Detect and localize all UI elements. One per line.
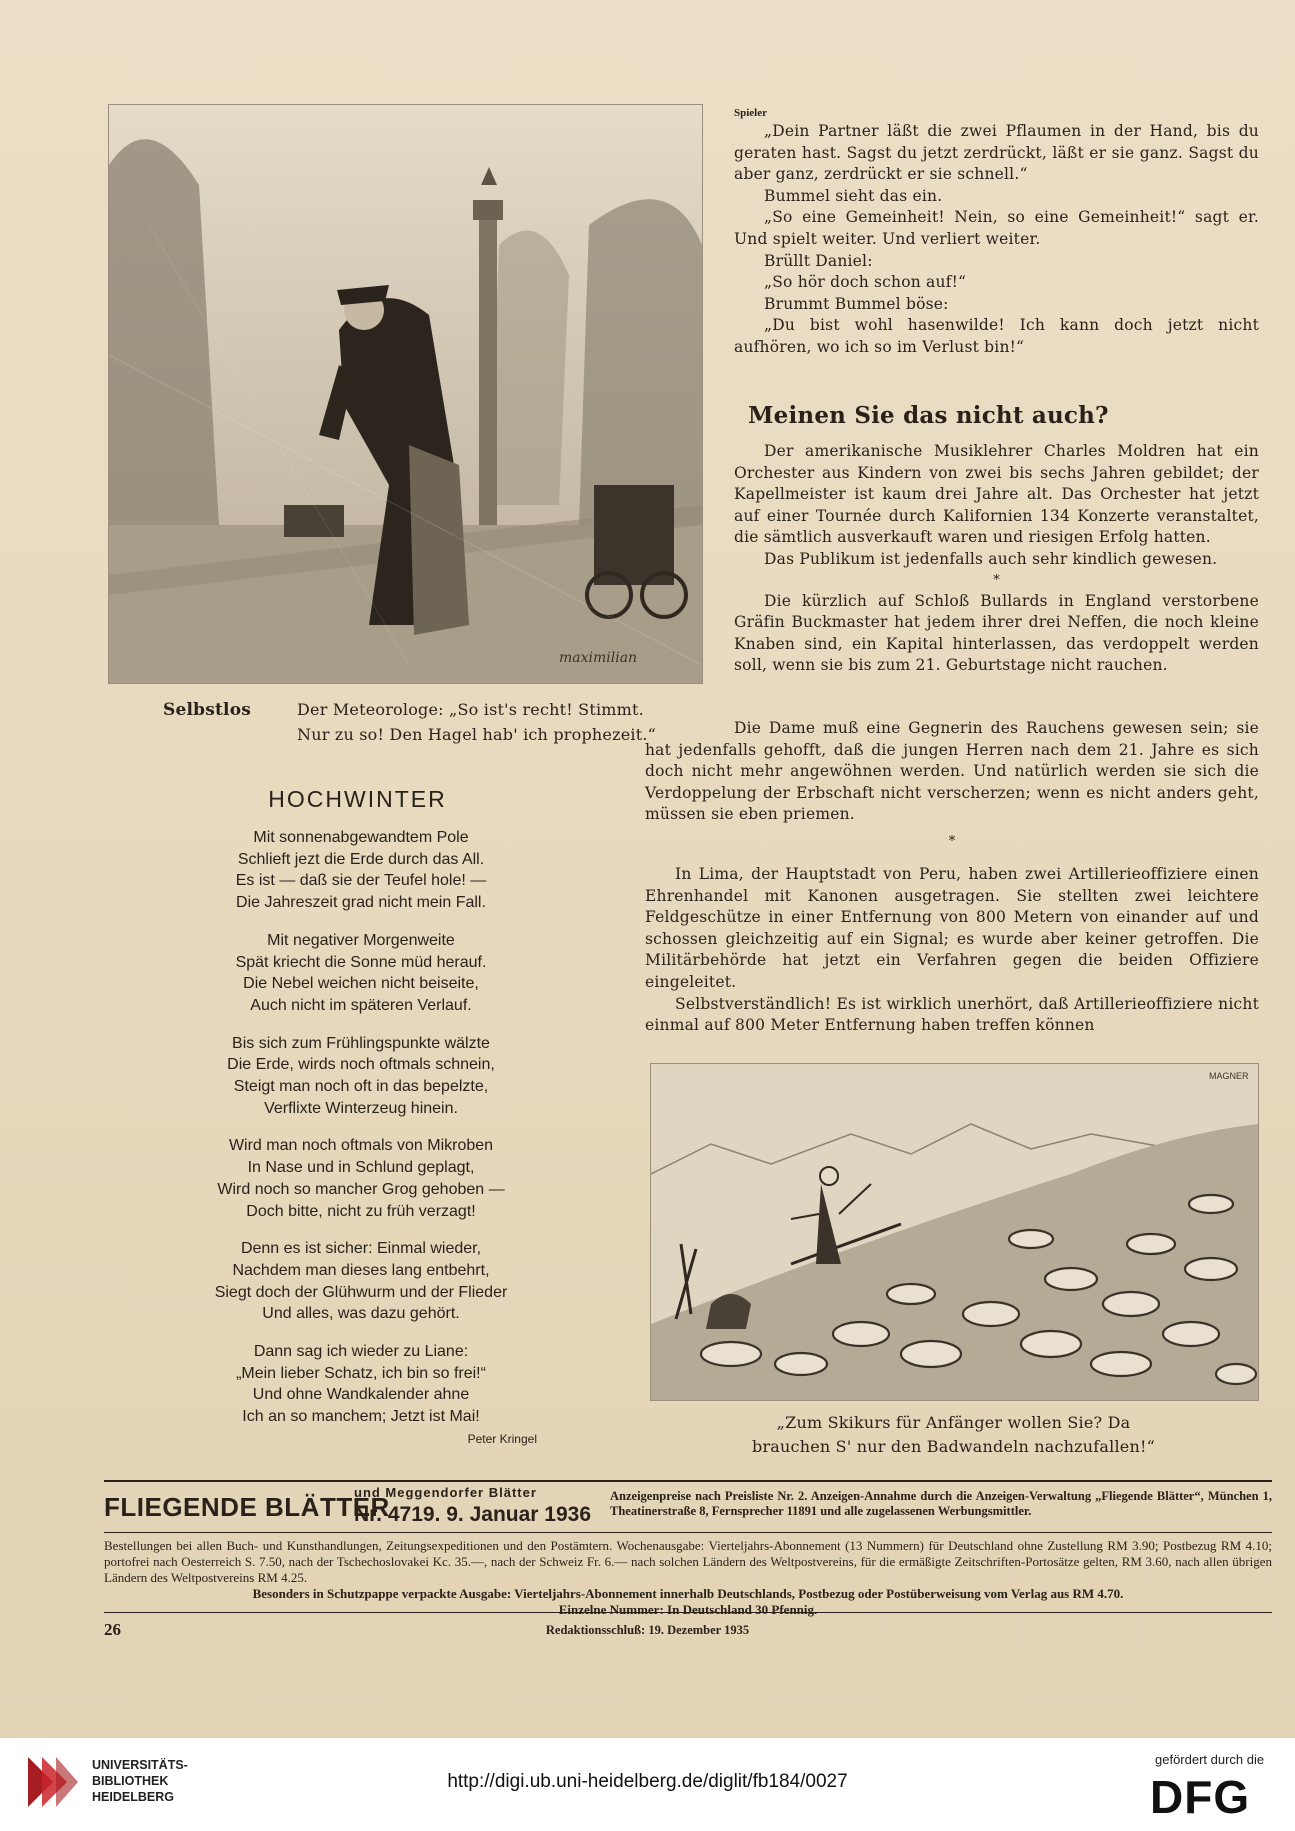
artist-signature: maximilian [559,650,638,666]
library-name-line: UNIVERSITÄTS- [92,1758,188,1772]
poem-line: Wird man noch oftmals von Mikroben [228,1137,494,1155]
poem-author: Peter Kringel [467,1431,537,1446]
poem-line: Mit negativer Morgenweite [267,931,455,949]
masthead-subtitle: und Meggendorfer Blätter [354,1485,537,1500]
poem-line: Verflixte Winterzeug hinein. [264,1099,458,1117]
dialogue-paragraph: „Du bist wohl hasenwilde! Ich kann doch jetzt nicht aufhören, wo ich so im Verlust bin!“ [734,316,1259,356]
digitization-footer [0,1738,1295,1831]
poem [175,827,547,1446]
article-paragraph: Der amerikanische Musiklehrer Charles Moldren hat ein Orchester aus Kindern von zwei bis sechs Jahren gebildet; der Kapellmeister ist kaum drei Jahre alt. Das Orchester hat jetzt auf einer Tournée durch Kalifornien 134 Konzerte veranstaltet, die sämtlich ausverkauft waren und riesigen Erfolg hatten. [734,442,1259,547]
poem-line: Siegt doch der Glühwurm und der Flieder [214,1283,508,1301]
subscription-info [104,1538,1272,1618]
poem-line: Auch nicht im späteren Verlauf. [250,996,472,1014]
poem-stanza [175,930,547,1017]
dfg-logo: DFG [1150,1771,1251,1823]
library-name-line: HEIDELBERG [92,1790,174,1804]
poem-title: HOCHWINTER [268,786,447,812]
poem-stanza [175,827,547,914]
poem-line: Dann sag ich wieder zu Liane: [253,1343,469,1361]
masthead-title: FLIEGENDE BLÄTTER [104,1492,390,1522]
subscription-line: Einzelne Nummer: In Deutschland 30 Pfennig. [558,1602,818,1617]
poem-stanza [175,1135,547,1222]
caption-title: Selbstlos [163,700,252,720]
poem-line: In Nase und in Schlund geplagt, [247,1159,475,1177]
dialogue-paragraph: Bummel sieht das ein. [764,186,943,205]
article-heading: Meinen Sie das nicht auch? [748,402,1109,429]
rainy-street-drawing [109,105,702,683]
funded-by-label: gefördert durch die [1155,1752,1265,1767]
dialogue-column [734,105,1259,359]
poem-line: Und ohne Wandkalender ahne [252,1386,470,1404]
poem-stanza [175,1033,547,1120]
poem-stanza [175,1238,547,1325]
poem-line: Nachdem man dieses lang entbehrt, [232,1261,490,1279]
poem-line: Ich an so manchem; Jetzt ist Mai! [242,1408,480,1426]
masthead-rule-bottom [104,1532,1272,1533]
masthead-ad-text: Anzeigenpreise nach Preisliste Nr. 2. Anzeigen-Annahme durch die Anzeigen-Verwaltung „Fliegende Blätter“, München 1, Theatinerstraße 8, Fernsprecher 11891 und alle zugelassenen Werbungsmittler. [610,1489,1272,1518]
section-star: * [993,572,1000,588]
article-column-wide [645,718,1259,1037]
ski-slope-drawing [651,1064,1258,1400]
ski-caption-line-2: brauchen S' nur den Badwandeln nachzufallen!“ [752,1437,1155,1456]
dialogue-paragraph: Brüllt Daniel: [764,251,873,270]
article-paragraph: Die kürzlich auf Schloß Bullards in England verstorbene Gräfin Buckmaster hat jedem ihrer drei Neffen, die noch kleine Knaben sind, ein Kapital hinterlassen, das verdoppelt werden soll, wenn sie bis zum 21. Geburtstage nicht rauchen. [734,591,1259,675]
poem-line: Doch bitte, nicht zu früh verzagt! [246,1202,476,1220]
caption-line-1: Der Meteorologe: „So ist's recht! Stimmt. [297,700,644,719]
subscription-line: Besonders in Schutzpappe verpackte Ausgabe: Vierteljahrs-Abonnement innerhalb Deutschlands, Postbezug oder Postüberweisung vom Verlag aus RM 4.70. [252,1586,1124,1601]
ski-caption-line-1: „Zum Skikurs für Anfänger wollen Sie? Da [776,1413,1131,1432]
dialogue-paragraph: „So hör doch schon auf!“ [764,273,967,292]
article-paragraph: Selbstverständlich! Es ist wirklich unerhört, daß Artillerieoffiziere nicht einmal auf 800 Meter Entfernung haben treffen können [645,994,1259,1035]
poem-line: Bis sich zum Frühlingspunkte wälzte [232,1034,490,1052]
dialogue-paragraph: Brummt Bummel böse: [764,294,949,313]
article-column-upper [734,441,1259,677]
poem-line: Es ist — daß sie der Teufel hole! — [235,872,487,890]
illustration-meteorologist [108,104,703,684]
masthead-rule-final [104,1612,1272,1613]
poem-line: Mit sonnenabgewandtem Pole [253,829,469,846]
poem-stanza [175,1341,547,1428]
poem-line: Denn es ist sicher: Einmal wieder, [240,1240,482,1258]
poem-line: Und alles, was dazu gehört. [262,1305,460,1323]
poem-line: Spät kriecht die Sonne müd herauf. [235,953,487,971]
section-star: * [948,833,956,849]
subscription-line: Bestellungen bei allen Buch- und Kunsthandlungen, Zeitungsexpeditionen und den Postämtern. Wochenausgabe: Vierteljahrs-Abonnement (13 Nummern) für Deutschland ohne Zustellung RM 3.90; Postbezug RM 4.10; portofrei nach Oesterreich S. 7.50, nach der Tschechoslovakei Kc. 35.—, nach der Schweiz Fr. 6.— nach solchen Ländern des Weltpostvereins, für die ermäßigte Zeitschriften-Portosätze gelten, RM 3.60, nach allen übrigen Ländern des Weltpostvereins RM 4.25. [104,1538,1272,1585]
speaker-label: Spieler [734,107,767,119]
library-name-line: BIBLIOTHEK [92,1774,169,1788]
poem-line: Wird noch so mancher Grog gehoben — [217,1180,505,1198]
masthead-rule-top [104,1480,1272,1482]
article-paragraph: Das Publikum ist jedenfalls auch sehr kindlich gewesen. [764,549,1218,568]
page-number: 26 [104,1620,121,1639]
poem-line: Die Nebel weichen nicht beiseite, [243,975,479,993]
caption-line-2: Nur zu so! Den Hagel hab' ich prophezeit.“ [297,725,657,744]
dialogue-paragraph: „So eine Gemeinheit! Nein, so eine Gemeinheit!“ sagt er. Und spielt weiter. Und verliert weiter. [734,208,1259,248]
poem-line: Schlieft jezt die Erde durch das All. [237,850,485,868]
artist-signature: MAGNER [1209,1071,1249,1081]
poem-line: Steigt man noch oft in das bepelzte, [233,1078,489,1096]
editorial-deadline: Redaktionsschluß: 19. Dezember 1935 [545,1623,750,1637]
illustration-ski [650,1063,1259,1401]
masthead-issue: Nr. 4719. 9. Januar 1936 [354,1503,591,1526]
dialogue-paragraph: „Dein Partner läßt die zwei Pflaumen in der Hand, bis du geraten hast. Sagst du jetzt zerdrückt, läßt er sie ganz. Sagst du aber ganz, zerdrückt er sie schnell.“ [734,122,1259,184]
poem-line: Die Jahreszeit grad nicht mein Fall. [236,894,486,912]
article-paragraph: In Lima, der Hauptstadt von Peru, haben zwei Artillerieoffiziere einen Ehrenhandel mit Kanonen ausgetragen. Sie stellten zwei leichtere Feldgeschütze in einer Entfernung von 800 Metern von einander auf und schossen gleichzeitig auf ein Signal; es wurde aber keiner getroffen. Die Militärbehörde hat jetzt ein Verfahren gegen die beiden Offiziere eingeleitet. [645,864,1259,991]
source-url-link[interactable]: http://digi.ub.uni-heidelberg.de/diglit/fb184/0027 [447,1771,848,1792]
article-paragraph: Die Dame muß eine Gegnerin des Rauchens gewesen sein; sie hat jedenfalls gehofft, daß die jungen Herren nach dem 21. Jahre es sich doch nicht mehr angewöhnen werden. Und natürlich werden sie sich die Verdoppelung der Erbschaft nicht verscherzen; wenn es nicht anders geht, müssen sie eben priemen. [645,719,1259,824]
poem-line: Die Erde, wirds noch oftmals schnein, [227,1056,495,1074]
poem-line: „Mein lieber Schatz, ich bin so frei!“ [236,1364,486,1382]
